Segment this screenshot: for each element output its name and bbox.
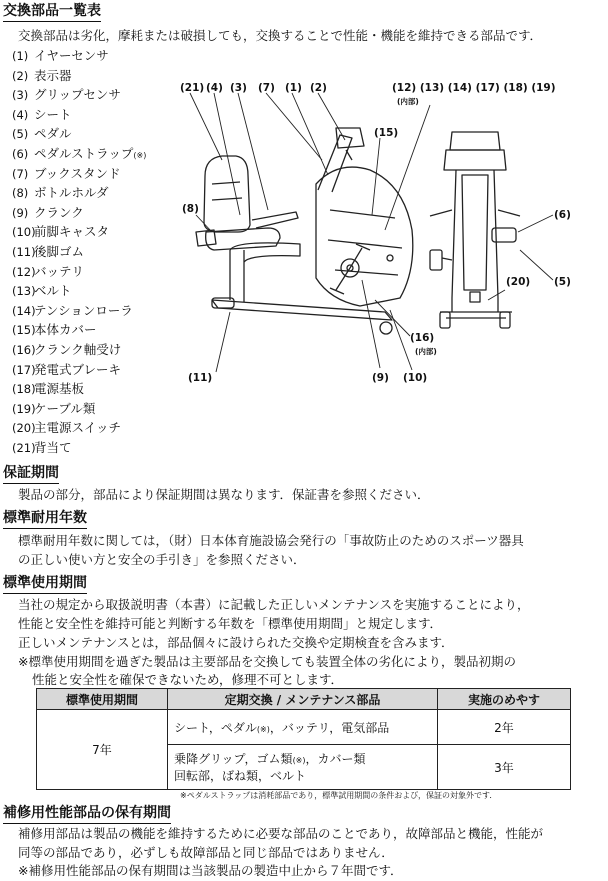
diagram-label-10: (10) (403, 372, 428, 384)
usage-line-3: 正しいメンテナンスとは，部品個々に設けられた交換や定期検査を含みます． (18, 635, 454, 650)
parts-list-heading: 交換部品一覧表 (3, 3, 101, 22)
warranty-heading: 保証期間 (3, 465, 59, 484)
part-number: (14) (12, 303, 36, 318)
parts-text: 回転部，ばね類，ベルト (174, 769, 307, 783)
table-footnote: ※ペダルストラップは消耗部品であり，標準試用期間の条件および，保証の対象外です． (180, 791, 498, 800)
diagram-label-3: (3) (230, 82, 247, 94)
table-header-period: 標準使用期間 (37, 689, 168, 710)
part-name: 表示器 (34, 67, 72, 83)
part-number: (7) (12, 166, 29, 181)
part-number: (1) (12, 49, 29, 63)
part-number: (17) (12, 362, 36, 377)
part-name: ベルト (34, 283, 72, 299)
diagram-label-20: (20) (506, 276, 531, 288)
part-name: ボトルホルダ (34, 185, 109, 201)
parts-text: ，バッテリ，電気部品 (269, 720, 390, 735)
diagram-label-9: (9) (372, 372, 389, 384)
part-number: (2) (12, 68, 29, 83)
parts-text: シート，ペダル (174, 720, 257, 735)
table-interval-cell: 2年 (438, 710, 571, 745)
table-parts-cell (168, 710, 438, 745)
part-number: (16) (12, 342, 36, 357)
usage-period-heading: 標準使用期間 (3, 575, 87, 594)
part-name: グリップセンサ (34, 87, 121, 103)
parts-text: ，カバー類 (305, 752, 366, 766)
part-name: 主電源スイッチ (34, 420, 122, 436)
table-row (37, 710, 571, 745)
part-number: (11) (12, 244, 36, 259)
repair-line-3: ※補修用性能部品の保有期間は当該製品の製造中止から７年間です． (18, 863, 403, 878)
part-name: ブックスタンド (34, 165, 121, 181)
repair-line-1: 補修用部品は製品の機能を維持するために必要な部品のことであり，故障部品と機能，性能が (18, 826, 544, 841)
part-name: 背当て (34, 439, 72, 455)
part-number: (10) (12, 225, 36, 240)
usage-line-4: ※標準使用期間を過ぎた製品は主要部品を交換しても装置全体の劣化により，製品初期の (18, 654, 516, 669)
usage-line-2: 性能と安全性を維持可能と判断する年数を「標準使用期間」と規定します． (18, 616, 443, 631)
part-name: クランク (34, 204, 84, 220)
maintenance-table (36, 688, 571, 790)
diagram-label-5: (5) (554, 276, 571, 288)
part-number: (21) (12, 440, 36, 455)
diagram-label-6: (6) (554, 209, 571, 221)
service-life-line-2: の正しい使い方と安全の手引き」を参照ください． (18, 552, 306, 567)
diagram-label-11: (11) (188, 372, 213, 384)
diagram-internal-note: (内部) (397, 97, 419, 106)
part-number: (18) (12, 382, 36, 397)
diagram-label-7: (7) (258, 82, 275, 94)
part-name: イヤーセンサ (34, 48, 109, 63)
part-number: (6) (12, 146, 29, 161)
part-number: (12) (12, 264, 36, 279)
part-name: ペダル (34, 126, 72, 142)
usage-line-5: 性能と安全性を確保できないため，修理不可とします． (32, 672, 344, 687)
table-header-interval: 実施のめやす (438, 689, 571, 710)
part-number: (20) (12, 421, 36, 436)
part-name: ペダルストラップ (34, 145, 134, 161)
part-number: (9) (12, 205, 29, 220)
diagram-label-8: (8) (182, 203, 199, 215)
part-name: バッテリ (34, 263, 85, 279)
usage-line-1: 当社の規定から取扱説明書（本書）に記載した正しいメンテナンスを実施することにより， (18, 597, 530, 612)
repair-line-2: 同等の部品であり，必ずしも故障部品と同じ部品ではありません． (18, 845, 394, 860)
table-header-parts: 定期交換 / メンテナンス部品 (168, 689, 438, 710)
diagram-label-15: (15) (374, 127, 399, 139)
service-life-line-1: 標準耐用年数に関しては，（財）日本体育施設協会発行の「事故防止のためのスポーツ器具 (18, 533, 524, 548)
part-name: 後脚ゴム (34, 243, 85, 259)
diagram-label-21: (21) (180, 82, 205, 94)
part-number: (8) (12, 186, 29, 201)
service-life-heading: 標準耐用年数 (3, 510, 87, 529)
part-name: ケーブル類 (34, 400, 96, 416)
parts-intro: 交換部品は劣化，摩耗または破損しても，交換することで性能・機能を維持できる部品です． (18, 28, 543, 43)
part-number: (13) (12, 284, 36, 299)
footnote-mark: (※) (292, 756, 306, 765)
diagram-label-1: (1) (285, 82, 302, 94)
diagram-label-2: (2) (310, 82, 327, 94)
diagram-label-4: (4) (206, 82, 223, 94)
part-number: (19) (12, 401, 36, 416)
diagram-label-16: (16) (410, 332, 435, 344)
part-name: 本体カバー (34, 322, 97, 338)
table-parts-cell (168, 745, 438, 790)
part-name: 電源基板 (34, 381, 85, 397)
table-interval-cell: 3年 (438, 745, 571, 790)
part-number: (4) (12, 107, 29, 122)
part-name: シート (34, 106, 72, 122)
footnote-mark: (※) (256, 724, 270, 734)
part-number: (3) (12, 88, 29, 103)
table-period-cell: 7年 (37, 710, 168, 790)
warranty-body: 製品の部分，部品により保証期間は異なります．保証書を参照ください． (18, 487, 430, 502)
repair-parts-heading: 補修用性能部品の保有期間 (3, 805, 171, 824)
footnote-mark: (※) (133, 150, 147, 160)
part-name: クランク軸受け (34, 341, 122, 357)
diagram-label-internal-group: (12) (13) (14) (17) (18) (19) (392, 82, 556, 94)
diagram-label-16-note: (内部) (415, 347, 437, 356)
part-number: (5) (12, 127, 29, 142)
part-name: 前脚キャスタ (34, 224, 110, 240)
part-number: (15) (12, 323, 36, 338)
part-name: テンションローラ (34, 302, 133, 318)
parts-text: 乗降グリップ，ゴム類 (174, 752, 293, 766)
part-name: 発電式ブレーキ (34, 361, 122, 377)
